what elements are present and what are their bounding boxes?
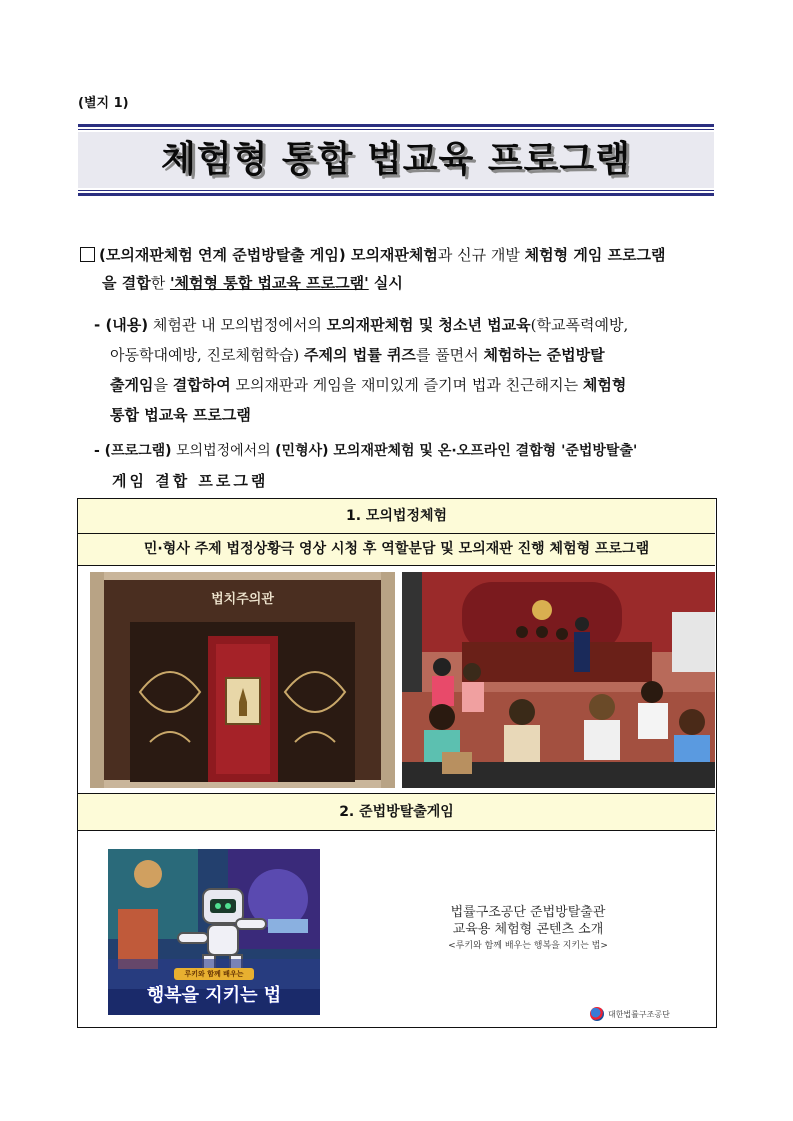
content-line-4: [110, 404, 251, 425]
intro-bold: 체험형 게임 프로그램: [524, 246, 666, 264]
intro-program-name: '체험형 통합 법교육 프로그램': [169, 274, 369, 292]
content-bold: 체험하는 준법방탈: [483, 346, 605, 364]
content-bold: 체험형: [582, 376, 627, 394]
content-text: (학교폭력예방,: [530, 316, 629, 334]
mock-trial-photo: [402, 572, 715, 788]
annex-label: (별지 1): [78, 96, 129, 111]
game-poster: [108, 849, 320, 1015]
organization-name: 대한법률구조공단: [608, 1009, 670, 1019]
content-bold: 결합하여: [172, 376, 231, 394]
intro-bold: 모의재판체험: [345, 246, 438, 264]
content-text: 를 풀면서: [415, 346, 484, 364]
section-1-title: 1. 모의법정체험: [78, 499, 715, 534]
intro-text: 한: [150, 274, 170, 292]
title-banner: [78, 124, 714, 196]
banner-rule: [78, 190, 714, 191]
program-bold: 게임 결합 프로그램: [112, 472, 269, 490]
content-bold: 통합 법교육 프로그램: [110, 406, 251, 424]
program-text: 모의법정에서의: [171, 443, 276, 459]
content-text: 체험관 내 모의법정에서의: [148, 316, 327, 334]
banner-rule: [78, 129, 714, 130]
courtroom-sign-text: 법치주의관: [211, 592, 274, 607]
game-intro-line-3: <루키와 함께 배우는 행복을 지키는 법>: [448, 941, 608, 951]
content-text: 아동학대예방, 진로체험학습): [110, 346, 305, 364]
content-label: - (내용): [94, 316, 149, 334]
program-table: [77, 498, 717, 1028]
content-bold: 출게임: [110, 376, 154, 394]
content-bold: 주제의 법률 퀴즈: [304, 346, 416, 364]
intro-line-2: [102, 272, 403, 293]
section-1-description: 민·형사 주제 법정상황극 영상 시청 후 역할분담 및 모의재판 진행 체험형 프로그램: [78, 534, 715, 566]
content-line-3: [110, 374, 626, 395]
poster-title: 행복을 지키는 법: [146, 985, 282, 1006]
intro-text: 과 신규 개발: [437, 246, 525, 264]
intro-bold: 실시: [368, 274, 403, 292]
content-text: 을: [153, 376, 173, 394]
intro-bold: 을 결합: [102, 274, 151, 292]
game-intro-line-1: 법률구조공단 준법방탈출관: [450, 905, 606, 920]
section-2-title: 2. 준법방탈출게임: [78, 793, 715, 831]
poster-ribbon: 루키와 함께 배우는: [174, 968, 254, 980]
content-bold: 모의재판체험 및 청소년 법교육: [326, 316, 531, 334]
organization-logo: [590, 1007, 670, 1021]
program-label: - (프로그램): [94, 443, 172, 459]
klac-logo-icon: [590, 1007, 604, 1021]
program-bold: (민형사) 모의재판체험 및 온·오프라인 결합형 '준법방탈출': [275, 443, 638, 459]
page-title: 체험형 통합 법교육 프로그램: [161, 139, 631, 180]
banner-rule: [78, 124, 714, 127]
program-line-2: [112, 470, 268, 491]
content-line-2: [110, 344, 605, 365]
game-intro-text: [378, 904, 678, 955]
game-intro-line-2: 교육용 체험형 콘텐츠 소개: [452, 922, 604, 937]
intro-line-1: [80, 244, 666, 265]
mock-trial-illustration: [402, 572, 715, 788]
intro-bold: (모의재판체험 연계 준법방탈출 게임): [99, 246, 346, 264]
courtroom-entrance-photo: [90, 572, 395, 788]
program-line-1: [94, 440, 637, 460]
checkbox-icon: [80, 247, 95, 262]
content-text: 모의재판과 게임을 재미있게 즐기며 법과 친근해지는: [230, 376, 583, 394]
banner-rule: [78, 193, 714, 196]
content-line-1: [94, 314, 628, 335]
